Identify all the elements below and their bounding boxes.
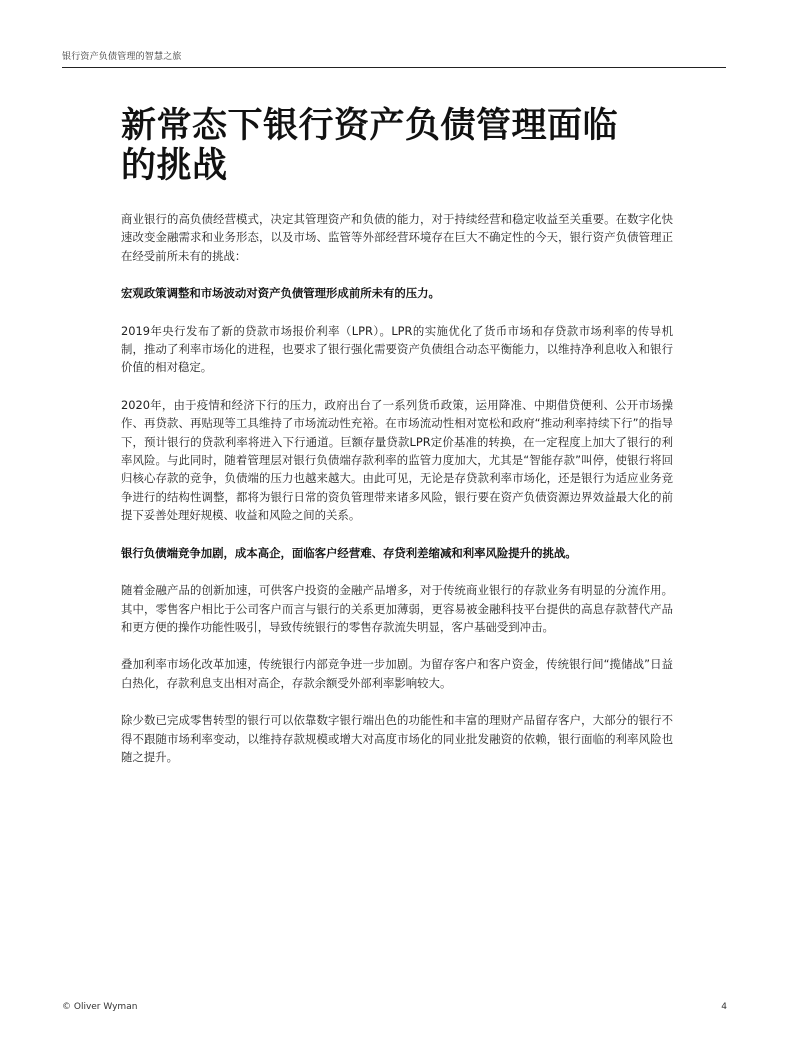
paragraph-lpr-2019: 2019年央行发布了新的贷款市场报价利率（LPR）。LPR的实施优化了货币市场和存贷款市场利率的传导机制，推动了利率市场化的进程，也要求了银行强化需要资产负债组合动态平衡能力，以维持净利息收入和银行价值的相对稳定。 [121, 323, 673, 375]
page-title-line-1: 新常态下银行资产负债管理面临 [121, 106, 619, 146]
page-title [121, 106, 681, 186]
running-header: 银行资产负债管理的智慧之旅 [62, 52, 182, 62]
body-text [121, 210, 673, 785]
section-heading-macro-policy: 宏观政策调整和市场波动对资产负债管理形成前所未有的压力。 [121, 286, 440, 301]
header-divider [62, 67, 726, 68]
paragraph-policy-2020: 2020年，由于疫情和经济下行的压力，政府出台了一系列货币政策，运用降准、中期借贷便利、公开市场操作、再贷款、再贴现等工具维持了市场流动性充裕。在市场流动性相对宽松和政府“推动利率持续下行”的指导下，预计银行的贷款利率将进入下行通道。巨额存量贷款LPR定价基准的转换，在一定程度上加大了银行的利率风险。与此同时，随着管理层对银行负债端存款利率的监管力度加大，尤其是“智能存款”叫停，使银行将回归核心存款的竞争，负债端的压力也越来越大。由此可见，无论是存贷款利率市场化，还是银行为适应业务竞争进行的结构性调整，都将为银行日常的资负管理带来诸多风险，银行要在资产负债资源边界效益最大化的前提下妥善处理好规模、收益和风险之间的关系。 [121, 397, 673, 523]
section-heading-liability-competition: 银行负债端竞争加剧，成本高企，面临客户经营难、存贷利差缩减和利率风险提升的挑战。 [121, 545, 577, 560]
page-title-line-2: 的挑战 [121, 146, 228, 186]
paragraph-retail-transformation: 除少数已完成零售转型的银行可以依靠数字银行端出色的功能性和丰富的理财产品留存客户，大部分的银行不得不跟随市场利率变动，以维持存款规模或增大对高度市场化的同业批发融资的依赖，银行面临的利率风险也随之提升。 [121, 713, 673, 764]
paragraph-rate-reform: 叠加利率市场化改革加速，传统银行内部竞争进一步加剧。为留存客户和客户资金，传统银行间“揽储战”日益白热化，存款利息支出相对高企，存款余额受外部利率影响较大。 [121, 657, 673, 690]
footer-copyright: © Oliver Wyman [62, 1002, 138, 1012]
footer-page-number: 4 [721, 1002, 727, 1012]
paragraph-product-innovation: 随着金融产品的创新加速，可供客户投资的金融产品增多，对于传统商业银行的存款业务有明显的分流作用。其中，零售客户相比于公司客户而言与银行的关系更加薄弱，更容易被金融科技平台提供的高息存款替代产品和更方便的操作功能性吸引，导致传统银行的零售存款流失明显，客户基础受到冲击。 [121, 583, 673, 634]
intro-paragraph: 商业银行的高负债经营模式，决定其管理资产和负债的能力，对于持续经营和稳定收益至关重要。在数字化快速改变金融需求和业务形态，以及市场、监管等外部经营环境存在巨大不确定性的今天，银行资产负债管理正在经受前所未有的挑战： [121, 212, 673, 263]
